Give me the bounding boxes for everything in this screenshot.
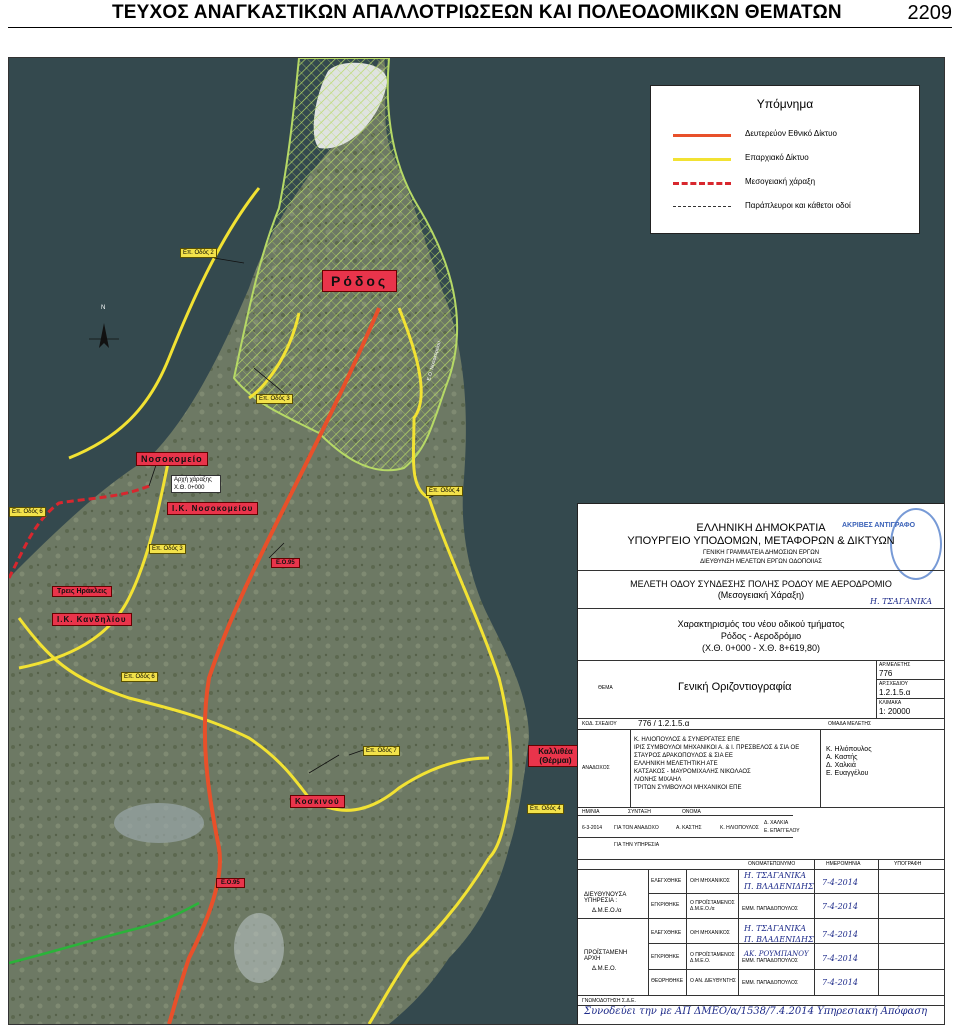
tb-position-2: Ο ΠΡΟΪΣΤΑΜΕΝΟΣ Δ.Μ.Ε.Ο./α: [690, 900, 735, 912]
tb-contractor-3: ΣΤΑΥΡΟΣ ΔΡΑΚΟΠΟΥΛΟΣ & ΣΙΑ ΕΕ: [634, 753, 733, 759]
road-label-ep2: Επ. Οδός 2: [180, 248, 217, 258]
tb-study-subtitle: (Μεσογειακή Χάραξη): [717, 590, 805, 600]
legend-label-mediterranean: Μεσογειακή χάραξη: [745, 177, 816, 186]
tb-service-label: ΔΙΕΥΘΥΝΟΥΣΑ ΥΠΗΡΕΣΙΑ :: [584, 892, 627, 904]
tb-position-1: Ο/Η ΜΗΧΑΝΙΚΟΣ: [690, 878, 730, 884]
tb-study-title: ΜΕΛΕΤΗ ΟΔΟΥ ΣΥΝΔΕΣΗΣ ΠΟΛΗΣ ΡΟΔΟΥ ΜΕ ΑΕΡΟΔΡΟΜΙΟ: [630, 579, 892, 589]
legend-swatch-mediterranean: [673, 182, 731, 185]
tb-hand-name-1: Η. ΤΣΑΓΑΝΙΚΑ: [744, 871, 807, 880]
tb-theme-label: ΘΕΜΑ: [598, 685, 613, 691]
tb-hand-name-6: ΑΚ. ΡΟΥΜΠΑΝΟΥ: [744, 950, 809, 958]
tb-team-list: [826, 746, 872, 778]
tb-appr-header-sign: ΥΠΟΓΡΑΦΗ: [894, 861, 922, 867]
tb-team-2: Α. Καστής: [826, 754, 858, 761]
tb-head-label: ΠΡΟΪΣΤΑΜΕΝΗ ΑΡΧΗ: [584, 950, 628, 962]
legend-item-provincial: [673, 152, 913, 166]
tb-char-line1: Χαρακτηρισμός του νέου οδικού τμήματος: [677, 619, 845, 629]
tb-head: Δ.Μ.Ε.Ο.: [592, 966, 617, 972]
road-label-ep6-south: Επ. Οδός 6: [121, 672, 158, 682]
tb-republic: ΕΛΛΗΝΙΚΗ ΔΗΜΟΚΡΑΤΙΑ: [696, 522, 826, 534]
road-label-ep4-north: Επ. Οδός 4: [426, 486, 463, 496]
tb-ministry: ΥΠΟΥΡΓΕΙΟ ΥΠΟΔΟΜΩΝ, ΜΕΤΑΦΟΡΩΝ & ΔΙΚΤΥΩΝ: [627, 535, 895, 547]
tb-position-3: Ο/Η ΜΗΧΑΝΙΚΟΣ: [690, 930, 730, 936]
legend-swatch-national: [673, 134, 731, 137]
tb-appr-header-date: ΗΜΕΡΟΜΗΝΙΑ: [826, 861, 861, 867]
tb-hand-name-5: Π. ΒΛΑΔΕΝΙΔΗΣ: [744, 935, 814, 944]
place-koskinou: Κοσκινού: [290, 795, 345, 808]
tb-rev-header-date: ΗΜ/ΝΙΑ: [582, 809, 600, 815]
tb-role-1: ΕΛΕΓΧΘΗΚΕ: [651, 878, 682, 884]
tb-hand-name-2: Π. ΒΛΑΔΕΝΙΔΗΣ: [744, 882, 814, 891]
tb-contractor-6: ΛΙΟΝΗΣ ΜΙΧΑΗΛ: [634, 777, 682, 783]
tb-rev-for: ΓΙΑ ΤΟΝ ΑΝΑΔΟΧΟ: [614, 825, 659, 831]
tb-certified-copy: ΑΚΡΙΒΕΣ ΑΝΤΙΓΡΑΦΟ: [842, 522, 916, 529]
map-legend: [650, 85, 920, 234]
tb-code-label: ΚΩΔ. ΣΧΕΔΙΟΥ: [582, 721, 617, 727]
tb-rev-name1: Α. ΚΑΣΤΗΣ: [676, 825, 702, 831]
tb-rev-name2: Κ. ΗΛΙΟΠΟΥΛΟΣ: [720, 825, 759, 831]
tb-team-label: ΟΜΑΔΑ ΜΕΛΕΤΗΣ: [828, 721, 872, 727]
map-sheet: [8, 57, 945, 1025]
legend-title: Υπόμνημα: [756, 97, 814, 111]
tb-appr-header-name: ΟΝΟΜΑΤΕΠΩΝΥΜΟ: [748, 861, 796, 867]
tb-role-4: ΕΓΚΡΙΘΗΚΕ: [651, 954, 680, 960]
tb-rev-service: ΓΙΑ ΤΗΝ ΥΠΗΡΕΣΙΑ: [614, 842, 660, 848]
legend-label-side-roads: Παράπλευροι και κάθετοι οδοί: [745, 201, 851, 210]
tb-date-5: 7-4-2014: [822, 978, 858, 987]
tb-contractor-5: ΚΑΤΣΑΚΟΣ - ΜΑΥΡΟΜΙΧΑΛΗΣ ΝΙΚΟΛΑΟΣ: [634, 769, 751, 775]
legend-item-side-roads: [673, 200, 913, 214]
lake-2: [234, 913, 284, 983]
tb-printed-name-2: ΕΜΜ. ΠΑΠΑΔΟΠΟΥΛΟΣ: [742, 906, 798, 912]
legend-item-national: [673, 128, 913, 142]
road-label-ep3-south: Επ. Οδός 3: [149, 544, 186, 554]
legend-swatch-provincial: [673, 158, 731, 161]
tb-scale: 1: 20000: [879, 707, 911, 716]
tb-position-5: Ο ΑΝ. ΔΙΕΥΘΥΝΤΗΣ: [690, 978, 736, 984]
title-block: [577, 503, 945, 1025]
tb-position-4: Ο ΠΡΟΪΣΤΑΜΕΝΟΣ Δ.Μ.Ε.Ο.: [690, 952, 735, 964]
header-rule: [8, 27, 952, 28]
tb-directorate: ΔΙΕΥΘΥΝΣΗ ΜΕΛΕΤΩΝ ΕΡΓΩΝ ΟΔΟΠΟΙΙΑΣ: [700, 559, 822, 565]
tb-rev-header-name: ΟΝΟΜΑ: [682, 809, 701, 815]
north-symbol: N: [101, 305, 106, 311]
place-kallithea: Καλλιθέα (Θέρμαι): [528, 745, 583, 767]
tb-opinion-label: ΓΝΩΜΟΔΟΤΗΣΗ Σ.Δ.Ε.: [582, 998, 636, 1004]
place-hospital: Νοσοκομείο: [136, 452, 208, 466]
tb-date-2: 7-4-2014: [822, 902, 858, 911]
tb-team-4: Ε. Ευαγγέλου: [826, 770, 869, 777]
tb-study-no: 776: [879, 669, 893, 678]
tb-study-no-label: ΑΡ.ΜΕΛΕΤΗΣ: [879, 662, 911, 668]
road-label-ep6-west: Επ. Οδός 6: [9, 507, 46, 517]
tb-contractor-4: ΕΛΛΗΝΙΚΗ ΜΕΛΕΤΗΤΙΚΗ ΑΤΕ: [634, 761, 718, 767]
place-kandilios-junction: Ι.Κ. Κανδηλίου: [52, 613, 132, 626]
hospital-road-label: Ε.Ο. Νοσοκομείου: [426, 340, 443, 382]
legend-label-provincial: Επαρχιακό Δίκτυο: [745, 153, 809, 162]
tb-date-1: 7-4-2014: [822, 878, 858, 887]
road-label-ep3-north: Επ. Οδός 3: [256, 394, 293, 404]
tb-team-1: Κ. Ηλιόπουλος: [826, 746, 872, 753]
place-rhodes: Ρόδος: [322, 270, 397, 292]
tb-role-2: ΕΓΚΡΙΘΗΚΕ: [651, 902, 680, 908]
tb-footer-note: Συνοδεύει την με ΑΠ ΔΜΕΟ/α/1538/7.4.2014 Υπηρεσιακή Απόφαση: [584, 1006, 928, 1017]
page-number: 2209: [907, 2, 952, 24]
tb-char-line3: (Χ.Θ. 0+000 - Χ.Θ. 8+619,80): [701, 643, 821, 653]
legend-item-mediterranean: [673, 176, 913, 190]
tb-date-3: 7-4-2014: [822, 930, 858, 939]
tb-service: Δ.Μ.Ε.Ο./α: [592, 908, 622, 914]
tb-rev-header-prep: ΣΥΝΤΑΞΗ: [628, 809, 651, 815]
legend-label-national: Δευτερεύον Εθνικό Δίκτυο: [745, 129, 837, 138]
legend-swatch-side-roads: [673, 206, 731, 207]
tb-drawing-no-label: ΑΡ.ΣΧΕΔΙΟΥ: [879, 681, 908, 687]
tb-code: 776 / 1.2.1.5.α: [638, 719, 690, 728]
tb-gen-secretariat: ΓΕΝΙΚΗ ΓΡΑΜΜΑΤΕΙΑ ΔΗΜΟΣΙΩΝ ΕΡΓΩΝ: [702, 550, 820, 556]
tb-rev-name3: Δ. ΧΑΛΚΙΑ: [764, 820, 789, 826]
tb-theme: Γενική Οριζοντιογραφία: [678, 681, 792, 693]
page-header-title: ΤΕΥΧΟΣ ΑΝΑΓΚΑΣΤΙΚΩΝ ΑΠΑΛΛΟΤΡΙΩΣΕΩΝ ΚΑΙ ΠΟΛΕΟΔΟΜΙΚΩΝ ΘΕΜΑΤΩΝ: [112, 2, 842, 23]
tb-team-3: Δ. Χαλκιά: [826, 762, 856, 769]
place-hospital-junction: Ι.Κ. Νοσοκομείου: [167, 502, 258, 515]
national-road-label-north: Ε.Ο.95: [271, 558, 300, 568]
road-label-ep7: Επ. Οδός 7: [363, 746, 400, 756]
tb-char-line2: Ρόδος - Αεροδρόμιο: [720, 631, 802, 641]
tb-printed-name-4: ΕΜΜ. ΠΑΠΑΔΟΠΟΥΛΟΣ: [742, 958, 798, 964]
tb-contractor-label: ΑΝΑΔΟΧΟΣ: [582, 765, 610, 771]
tb-contractor-2: ΙΡΙΣ ΣΥΜΒΟΥΛΟΙ ΜΗΧΑΝΙΚΟΙ Α. & Ι. ΠΡΕΣΒΕΛΟΣ & ΣΙΑ ΟΕ: [634, 745, 800, 751]
tb-role-3: ΕΛΕΓΧΘΗΚΕ: [651, 930, 682, 936]
tb-rev-date: 6-3-2014: [582, 825, 603, 831]
tb-drawing-no: 1.2.1.5.α: [879, 688, 911, 697]
tb-role-5: ΘΕΩΡΗΘΗΚΕ: [651, 978, 684, 984]
tb-contractor-7: ΤΡΙΤΩΝ ΣΥΜΒΟΥΛΟΙ ΜΗΧΑΝΙΚΟΙ ΕΠΕ: [634, 785, 742, 791]
tb-printed-name-5: ΕΜΜ. ΠΑΠΑΔΟΠΟΥΛΟΣ: [742, 980, 798, 986]
tb-signature-top: Η. ΤΣΑΓΑΝΙΚΑ: [870, 597, 933, 606]
lake-1: [114, 803, 204, 843]
tb-hand-name-4: Η. ΤΣΑΓΑΝΙΚΑ: [744, 924, 807, 933]
road-label-ep4-south: Επ. Οδός 4: [527, 804, 564, 814]
national-road-label-south: Ε.Ο.95: [216, 878, 245, 888]
tb-contractor-1: Κ. ΗΛΙΟΠΟΥΛΟΣ & ΣΥΝΕΡΓΑΤΕΣ ΕΠΕ: [634, 737, 740, 743]
tb-date-4: 7-4-2014: [822, 954, 858, 963]
tb-scale-label: ΚΛΙΜΑΚΑ: [879, 700, 902, 706]
chainage-start-label: Αρχή χάραξης Χ.Θ. 0+000: [171, 475, 221, 493]
tb-rev-name4: Ε. ΕΠΑΓΓΕΛΟΥ: [764, 828, 800, 834]
place-treis-irakleis: Τρεις Ηράκλεις: [52, 586, 112, 597]
tb-contractor-list: [634, 736, 799, 792]
